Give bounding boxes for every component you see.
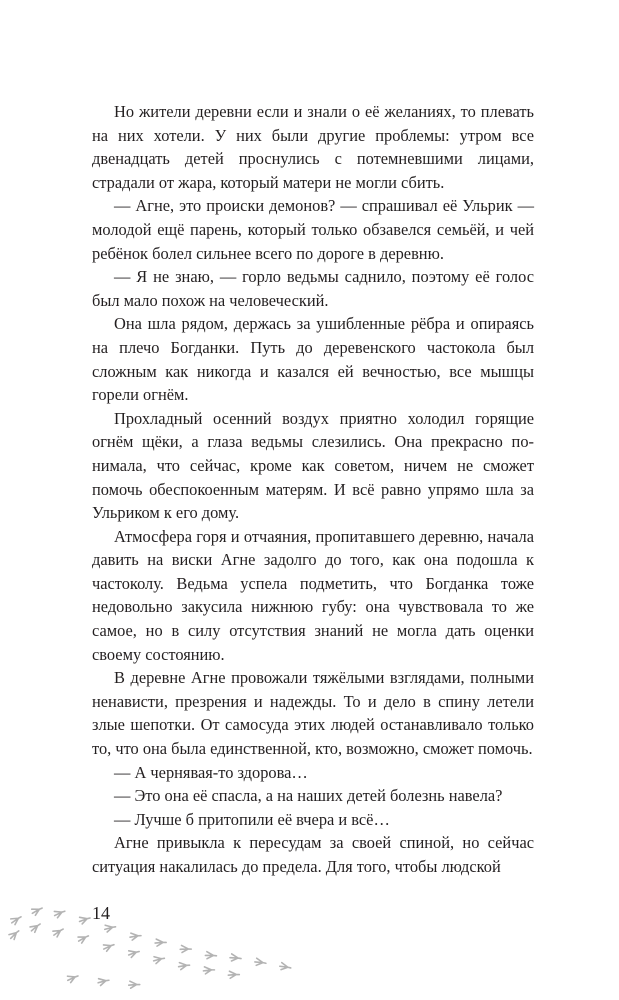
paragraph: В деревне Агне провожали тяжёлыми взглядами, полными ненависти, презрения и надежды. То и дело в спину летели злые шепотки. От самосуда этих людей останавливало только то, что она была единственной, кто, возможно, сможет помочь.	[92, 668, 534, 759]
paragraph: — А чернявая-то здорова…	[114, 762, 308, 782]
paragraph: — Это она её спасла, а на наших детей болезнь навела?	[114, 786, 503, 806]
paragraph: — Агне, это происки демонов? — спрашивал её Ульрик — молодой ещё парень, который только обзавелся семьёй, и чей ребёнок болел сильнее всего по дороге в деревню.	[92, 196, 534, 263]
paragraph: Атмосфера горя и отчаяния, пропитавшего деревню, начала давить на виски Агне задолго до того, как она подошла к частоколу. Ведьма успела подметить, что Богданка тоже недовольно закусила нижнюю губу: она чувствовала то же самое, но в силу отсутствия знаний не могла дать оценки своему состоянию.	[92, 526, 534, 664]
paragraph: Но жители деревни если и знали о её желаниях, то плевать на них хотели. У них были другие проблемы: утром все двенадцать детей проснулись с потемневшими лицами, страдали от жара, который матери не могли сбить.	[92, 102, 534, 192]
bird-track-group	[5, 872, 293, 1000]
page-body-text	[92, 100, 534, 879]
paragraph: Прохладный осенний воздух приятно холодил горящие огнём щёки, а глаза ведьмы слезились. Она прекрасно понимала, что сейчас, кроме как советом, ничем не сможет помочь обеспокоенным матерям. И всё равно упрямо шла за Ульриком к его дому.	[92, 408, 534, 523]
page-number: 14	[92, 903, 110, 923]
bird-tracks-icon	[0, 868, 330, 1000]
paragraph: — Лучше б притопили её вчера и всё…	[114, 809, 390, 829]
paragraph: Агне привыкла к пересудам за своей спиной, но сейчас ситуация накалилась до предела. Для того, чтобы людской	[92, 833, 534, 876]
paragraph: Она шла рядом, держась за ушибленные рёбра и опираясь на плечо Богданки. Путь до деревенского частокола был сложным как никогда и казался ей вечностью, все мышцы горели огнём.	[92, 314, 534, 405]
paragraph: — Я не знаю, — горло ведьмы саднило, поэтому её голос был мало похож на человеческий.	[92, 267, 534, 310]
